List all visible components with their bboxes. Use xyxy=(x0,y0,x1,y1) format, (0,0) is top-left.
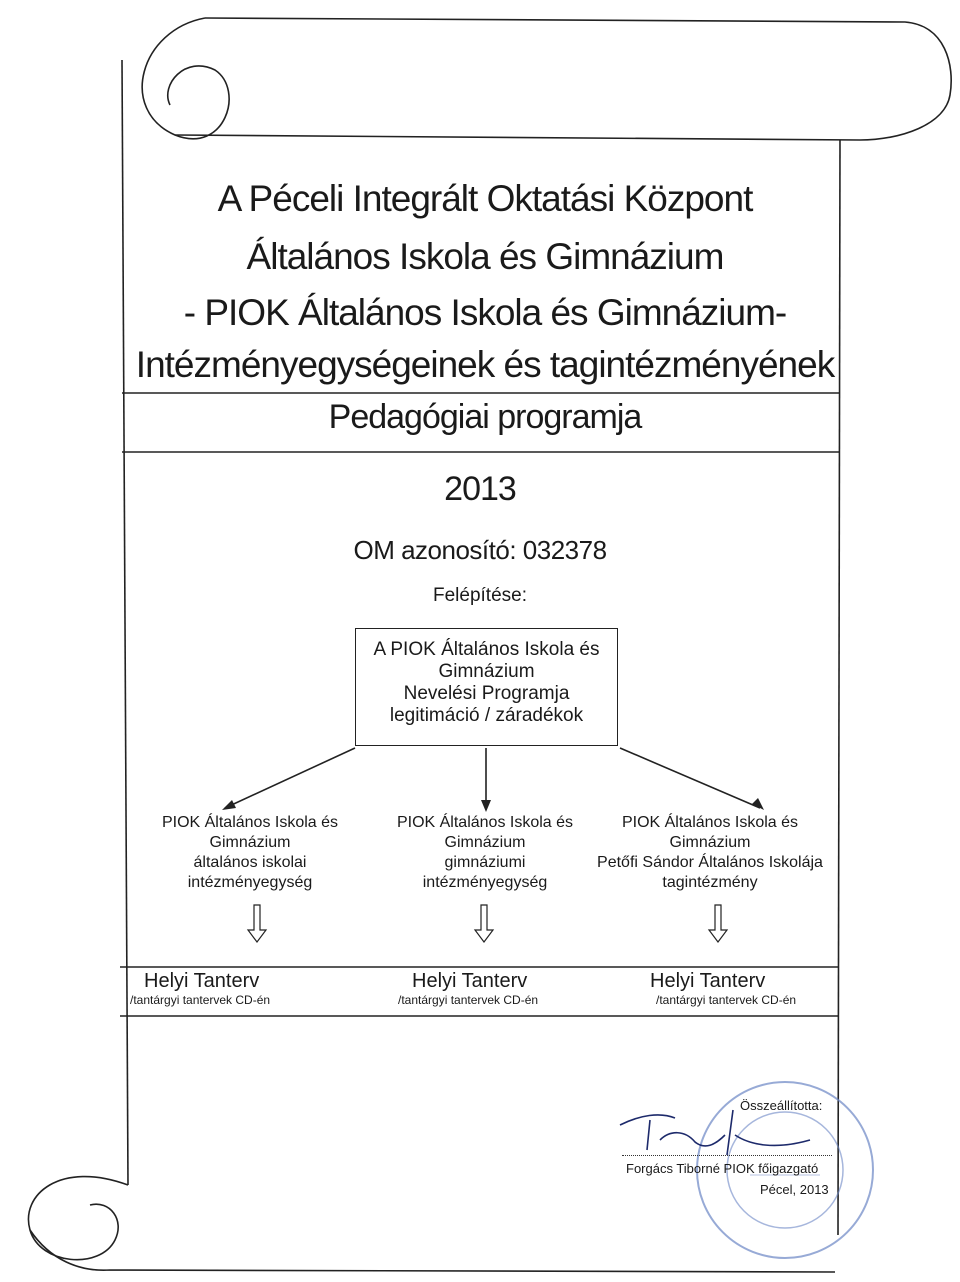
unit-line: PIOK Általános Iskola és xyxy=(396,814,574,831)
unit-line: tagintézmény xyxy=(662,874,758,891)
unit-line: általános iskolai xyxy=(193,854,307,871)
compiled-by-label: Összeállította: xyxy=(740,1098,823,1113)
curriculum-title: Helyi Tanterv xyxy=(650,970,766,992)
year: 2013 xyxy=(444,470,516,508)
unit-line: Gimnázium xyxy=(444,834,526,851)
unit-line: Petőfi Sándor Általános Iskolája xyxy=(597,854,823,871)
unit-member-institution xyxy=(590,813,830,893)
main-box-line-2: Gimnázium xyxy=(438,661,535,682)
unit-line: PIOK Általános Iskola és xyxy=(621,814,799,831)
unit-line: Gimnázium xyxy=(209,834,291,851)
curriculum-2 xyxy=(398,970,598,1007)
main-box-line-3: Nevelési Programja xyxy=(403,683,570,704)
title-line-3: - PIOK Általános Iskola és Gimnázium- xyxy=(183,292,787,333)
signer-name: Forgács Tiborné PIOK főigazgató xyxy=(626,1161,819,1176)
om-id: OM azonosító: 032378 xyxy=(353,535,607,565)
title-line-4: Intézményegységeinek és tagintézményének xyxy=(135,344,835,385)
curriculum-3 xyxy=(650,970,840,1007)
curriculum-note: /tantárgyi tantervek CD-én xyxy=(656,993,797,1007)
curriculum-note: /tantárgyi tantervek CD-én xyxy=(130,993,271,1007)
place-date: Pécel, 2013 xyxy=(760,1182,829,1197)
main-box-line-1: A PIOK Általános Iskola és xyxy=(373,639,600,660)
unit-line: intézményegység xyxy=(422,874,548,891)
title-line-1: A Péceli Integrált Oktatási Központ xyxy=(217,178,753,219)
unit-secondary xyxy=(375,813,595,893)
curriculum-title: Helyi Tanterv xyxy=(144,970,260,992)
unit-line: gimnáziumi xyxy=(444,854,526,871)
signature-line xyxy=(622,1155,832,1156)
curriculum-1 xyxy=(130,970,330,1007)
structure-label: Felépítése: xyxy=(433,585,527,606)
main-box xyxy=(355,628,618,746)
title-line-5: Pedagógiai programja xyxy=(328,398,642,436)
unit-line: intézményegység xyxy=(187,874,313,891)
unit-line: Gimnázium xyxy=(669,834,751,851)
unit-line: PIOK Általános Iskola és xyxy=(161,814,339,831)
unit-primary xyxy=(140,813,360,893)
title-line-2: Általános Iskola és Gimnázium xyxy=(246,236,724,277)
curriculum-title: Helyi Tanterv xyxy=(412,970,528,992)
curriculum-note: /tantárgyi tantervek CD-én xyxy=(398,993,539,1007)
main-box-line-4: legitimáció / záradékok xyxy=(389,705,584,726)
